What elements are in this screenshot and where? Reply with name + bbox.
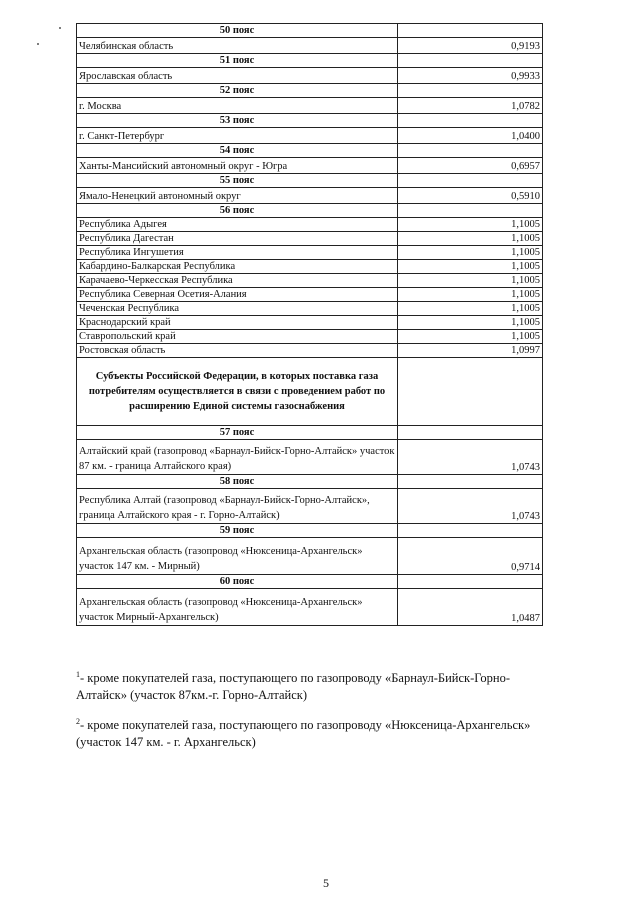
- zone-row: [77, 426, 543, 440]
- table-row: [77, 489, 543, 524]
- coefficient-value: 1,1005: [398, 302, 543, 316]
- region-name: Ханты-Мансийский автономный округ - Югра: [77, 158, 398, 174]
- zone-row: [77, 144, 543, 158]
- zone-label: 56 пояс: [77, 204, 398, 218]
- empty-cell: [398, 358, 543, 426]
- empty-cell: [398, 54, 543, 68]
- table-row: [77, 302, 543, 316]
- region-name: Чеченская Республика: [77, 302, 398, 316]
- table-row: [77, 274, 543, 288]
- table-row: [77, 246, 543, 260]
- empty-cell: [398, 24, 543, 38]
- empty-cell: [398, 204, 543, 218]
- zone-label: 59 пояс: [77, 524, 398, 538]
- zone-row: [77, 24, 543, 38]
- coefficient-value: 0,9933: [398, 68, 543, 84]
- region-name: Ростовская область: [77, 344, 398, 358]
- coefficient-value: 0,5910: [398, 188, 543, 204]
- zone-row: [77, 475, 543, 489]
- table-row: [77, 218, 543, 232]
- table-row: [77, 330, 543, 344]
- region-name: Республика Северная Осетия-Алания: [77, 288, 398, 302]
- zone-label: 53 пояс: [77, 114, 398, 128]
- zone-label: 50 пояс: [77, 24, 398, 38]
- coefficient-value: 1,0997: [398, 344, 543, 358]
- zone-row: [77, 84, 543, 98]
- table-row: [77, 128, 543, 144]
- coefficient-value: 0,9193: [398, 38, 543, 54]
- table-row: [77, 260, 543, 274]
- region-name: Алтайский край (газопровод «Барнаул-Бийск-Горно-Алтайск» участок 87 км. - граница Алтайского края): [77, 440, 398, 475]
- table-row: [77, 344, 543, 358]
- footnote-mark: 2: [76, 717, 80, 727]
- footnote: [76, 713, 546, 751]
- zone-label: 57 пояс: [77, 426, 398, 440]
- coefficient-value: 0,6957: [398, 158, 543, 174]
- empty-cell: [398, 144, 543, 158]
- empty-cell: [398, 475, 543, 489]
- table-row: [77, 98, 543, 114]
- coefficient-value: 1,1005: [398, 330, 543, 344]
- footnote-text: - кроме покупателей газа, поступающего по газопроводу «Нюксеница-Архангельск» (участок 147 км. - г. Архангельск): [76, 718, 531, 750]
- empty-cell: [398, 174, 543, 188]
- coefficient-value: 1,0743: [398, 440, 543, 475]
- zone-row: [77, 575, 543, 589]
- table-row: [77, 288, 543, 302]
- page-number: 5: [323, 876, 329, 890]
- coefficient-value: 1,1005: [398, 232, 543, 246]
- coefficient-value: 1,1005: [398, 316, 543, 330]
- empty-cell: [398, 426, 543, 440]
- coefficient-value: 1,0743: [398, 489, 543, 524]
- coefficient-value: 1,0782: [398, 98, 543, 114]
- table-row: [77, 38, 543, 54]
- region-name: Ярославская область: [77, 68, 398, 84]
- zone-label: 54 пояс: [77, 144, 398, 158]
- region-name: Ямало-Ненецкий автономный округ: [77, 188, 398, 204]
- region-name: Республика Алтай (газопровод «Барнаул-Бийск-Горно-Алтайск», граница Алтайского края - г. Горно-Алтайск): [77, 489, 398, 524]
- region-name: Республика Адыгея: [77, 218, 398, 232]
- coefficient-value: 1,1005: [398, 288, 543, 302]
- region-name: Кабардино-Балкарская Республика: [77, 260, 398, 274]
- region-name: Республика Дагестан: [77, 232, 398, 246]
- region-name: Карачаево-Черкесская Республика: [77, 274, 398, 288]
- table-row: [77, 68, 543, 84]
- empty-cell: [398, 84, 543, 98]
- table-row: [77, 158, 543, 174]
- zone-label: 60 пояс: [77, 575, 398, 589]
- coefficient-value: 1,1005: [398, 218, 543, 232]
- zone-row: [77, 524, 543, 538]
- table-row: [77, 440, 543, 475]
- coefficients-table: [76, 23, 543, 626]
- zone-label: 52 пояс: [77, 84, 398, 98]
- zone-row: [77, 114, 543, 128]
- coefficient-value: 1,0487: [398, 589, 543, 626]
- footnotes: [76, 666, 546, 760]
- coefficient-value: 0,9714: [398, 538, 543, 575]
- coefficient-value: 1,1005: [398, 260, 543, 274]
- empty-cell: [398, 524, 543, 538]
- scan-speck: [37, 43, 39, 45]
- region-name: Ставропольский край: [77, 330, 398, 344]
- section-heading: Субъекты Российской Федерации, в которых поставка газа потребителям осуществляется в связи с проведением работ по расширению Единой системы газоснабжения: [77, 358, 398, 426]
- region-name: г. Санкт-Петербург: [77, 128, 398, 144]
- table-row: [77, 589, 543, 626]
- zone-label: 58 пояс: [77, 475, 398, 489]
- table-row: [77, 316, 543, 330]
- region-name: Челябинская область: [77, 38, 398, 54]
- region-name: Краснодарский край: [77, 316, 398, 330]
- zone-row: [77, 204, 543, 218]
- region-name: Архангельская область (газопровод «Нюксеница-Архангельск» участок Мирный-Архангельск): [77, 589, 398, 626]
- coefficient-value: 1,0400: [398, 128, 543, 144]
- table-row: [77, 188, 543, 204]
- region-name: Республика Ингушетия: [77, 246, 398, 260]
- scan-speck: [59, 27, 61, 29]
- table-row: [77, 538, 543, 575]
- coefficient-value: 1,1005: [398, 246, 543, 260]
- zone-row: [77, 54, 543, 68]
- empty-cell: [398, 575, 543, 589]
- zone-label: 55 пояс: [77, 174, 398, 188]
- zone-row: [77, 174, 543, 188]
- region-name: Архангельская область (газопровод «Нюксеница-Архангельск» участок 147 км. - Мирный): [77, 538, 398, 575]
- footnote-mark: 1: [76, 670, 80, 679]
- table-row: [77, 232, 543, 246]
- coefficient-value: 1,1005: [398, 274, 543, 288]
- footnote-text: - кроме покупателей газа, поступающего по газопроводу «Барнаул-Бийск-Горно-Алтайск» (участок 87км.-г. Горно-Алтайск): [76, 671, 510, 703]
- empty-cell: [398, 114, 543, 128]
- section-heading-row: [77, 358, 543, 426]
- region-name: г. Москва: [77, 98, 398, 114]
- footnote: [76, 666, 546, 704]
- zone-label: 51 пояс: [77, 54, 398, 68]
